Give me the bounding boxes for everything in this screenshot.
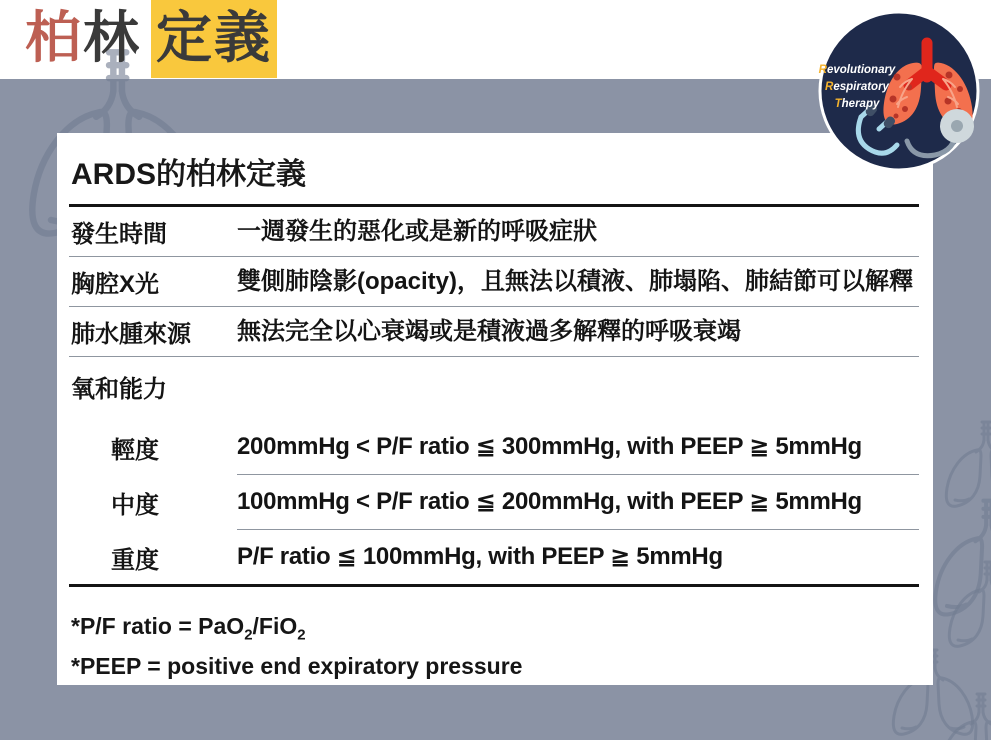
table-row-chest-xray xyxy=(69,257,919,307)
row-label: 胸腔X光 xyxy=(71,271,160,298)
row-value: 雙側肺陰影(opacity)，且無法以積液、肺塌陷、肺結節可以解釋 xyxy=(237,267,914,295)
title-part-dark: 林 xyxy=(83,6,141,69)
card-title: ARDS的柏林定義 xyxy=(69,145,919,207)
row-value: 100mmHg < P/F ratio ≦ 200mmHg, with PEEP ≧ 5mmHg xyxy=(237,475,919,530)
table-row-timing xyxy=(69,207,919,257)
row-label: 重度 xyxy=(111,546,159,574)
table-row-moderate xyxy=(69,475,919,530)
row-value: P/F ratio ≦ 100mmHg, with PEEP ≧ 5mmHg xyxy=(237,543,723,570)
row-label: 輕度 xyxy=(111,437,159,464)
title-part-red: 柏 xyxy=(25,6,83,69)
footnote-peep: *PEEP = positive end expiratory pressure xyxy=(71,652,523,679)
page-title xyxy=(25,0,277,78)
row-value: 無法完全以心衰竭或是積液過多解釋的呼吸衰竭 xyxy=(237,317,741,345)
rrt-logo xyxy=(817,9,981,173)
table-row-edema-origin xyxy=(69,307,919,357)
definition-card xyxy=(57,133,933,685)
svg-text:Therapy: Therapy xyxy=(834,98,880,110)
title-part-highlight: 定義 xyxy=(151,0,277,78)
row-label: 肺水腫來源 xyxy=(71,321,191,348)
table-row-mild xyxy=(69,420,919,475)
svg-text:Respiratory: Respiratory xyxy=(825,81,889,93)
footnote-pf-ratio: *P/F ratio = PaO$_2$/FiO$_2$ xyxy=(71,613,306,644)
row-value: 200mmHg < P/F ratio ≦ 300mmHg, with PEEP ≧ 5mmHg xyxy=(237,420,919,475)
row-label: 發生時間 xyxy=(71,221,167,248)
row-label: 氧和能力 xyxy=(71,376,167,403)
footnotes xyxy=(69,611,919,681)
table-row-severe xyxy=(69,530,919,587)
row-value: 一週發生的惡化或是新的呼吸症狀 xyxy=(237,217,597,245)
row-label: 中度 xyxy=(111,492,159,519)
svg-text:Revolutionary: Revolutionary xyxy=(818,64,896,76)
table-row-oxygenation-header xyxy=(69,357,919,420)
